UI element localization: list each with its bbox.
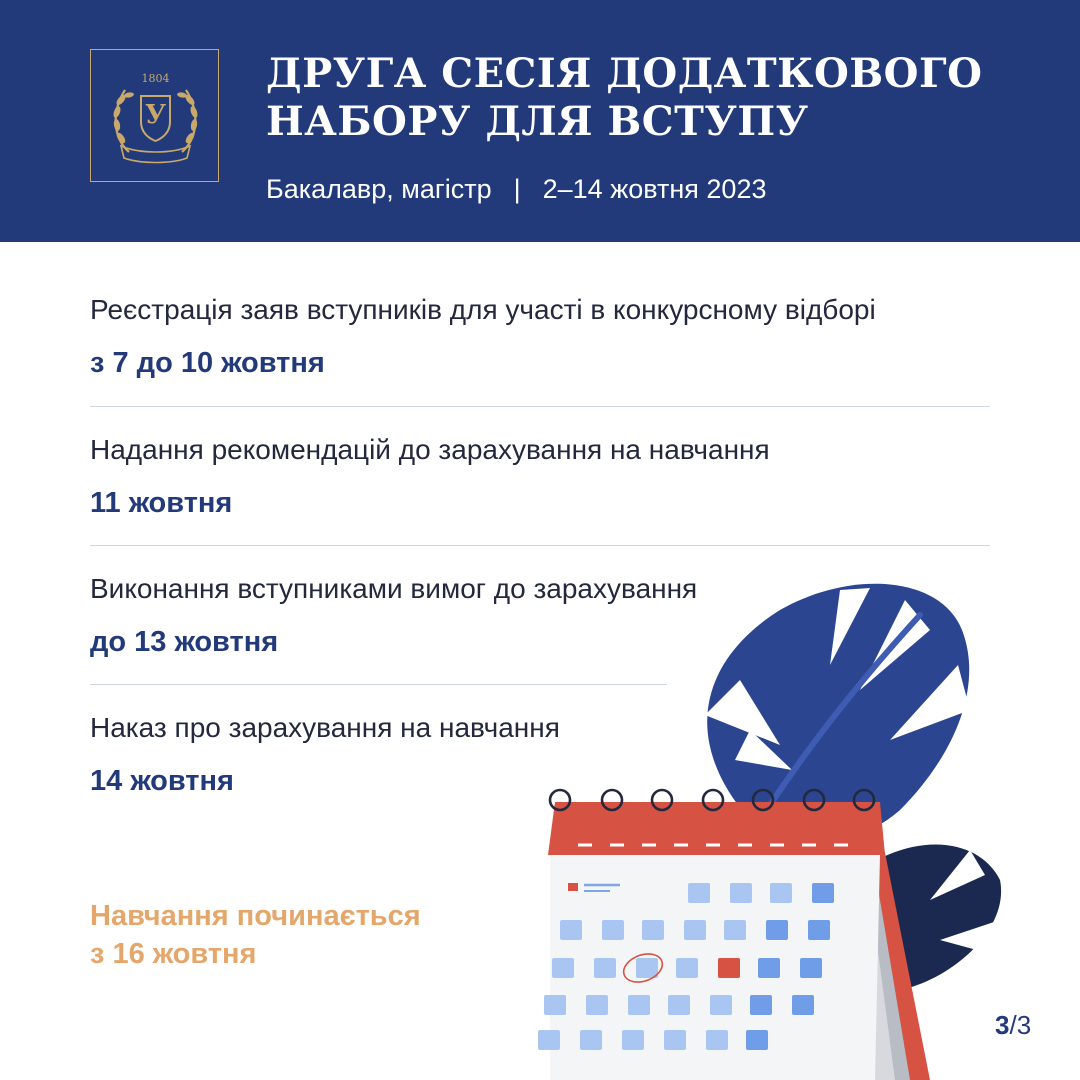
study-start-note — [90, 897, 421, 973]
schedule-item-3-label: Виконання вступниками вимог до зарахування — [90, 573, 698, 604]
subtitle-separator: | — [513, 174, 521, 204]
header-banner — [0, 0, 1080, 242]
page-subtitle — [266, 172, 766, 206]
divider — [90, 545, 990, 546]
logo-year: 1804 — [141, 72, 170, 85]
schedule-item-2-label: Надання рекомендацій до зарахування на навчання — [90, 434, 770, 465]
subtitle-dates: 2–14 жовтня 2023 — [542, 174, 767, 204]
page-total: /3 — [1009, 1010, 1032, 1040]
study-start-line-1: Навчання починається — [90, 900, 421, 932]
schedule-item-3-date: до 13 жовтня — [90, 626, 279, 658]
calendar-icon — [538, 790, 930, 1080]
schedule-item-4-date: 14 жовтня — [90, 765, 234, 797]
schedule-item-4-label: Наказ про зарахування на навчання — [90, 712, 560, 743]
subtitle-degrees: Бакалавр, магістр — [266, 174, 492, 204]
study-start-line-2: з 16 жовтня — [90, 938, 257, 970]
schedule-item-2-date: 11 жовтня — [90, 487, 233, 519]
logo-letter: У — [144, 100, 167, 130]
page-indicator — [995, 1010, 1031, 1040]
page-title — [266, 50, 982, 146]
page-current: 3 — [995, 1010, 1010, 1040]
title-line-2: НАБОРУ ДЛЯ ВСТУПУ — [266, 98, 809, 145]
schedule-item-1-label: Реєстрація заяв вступників для участі в конкурсному відборі — [90, 294, 876, 325]
university-logo — [90, 49, 219, 182]
divider — [90, 406, 990, 407]
schedule-item-1-date: з 7 до 10 жовтня — [90, 347, 325, 379]
calendar-illustration — [530, 570, 1080, 1080]
title-line-1: ДРУГА СЕСІЯ ДОДАТКОВОГО — [266, 50, 983, 97]
